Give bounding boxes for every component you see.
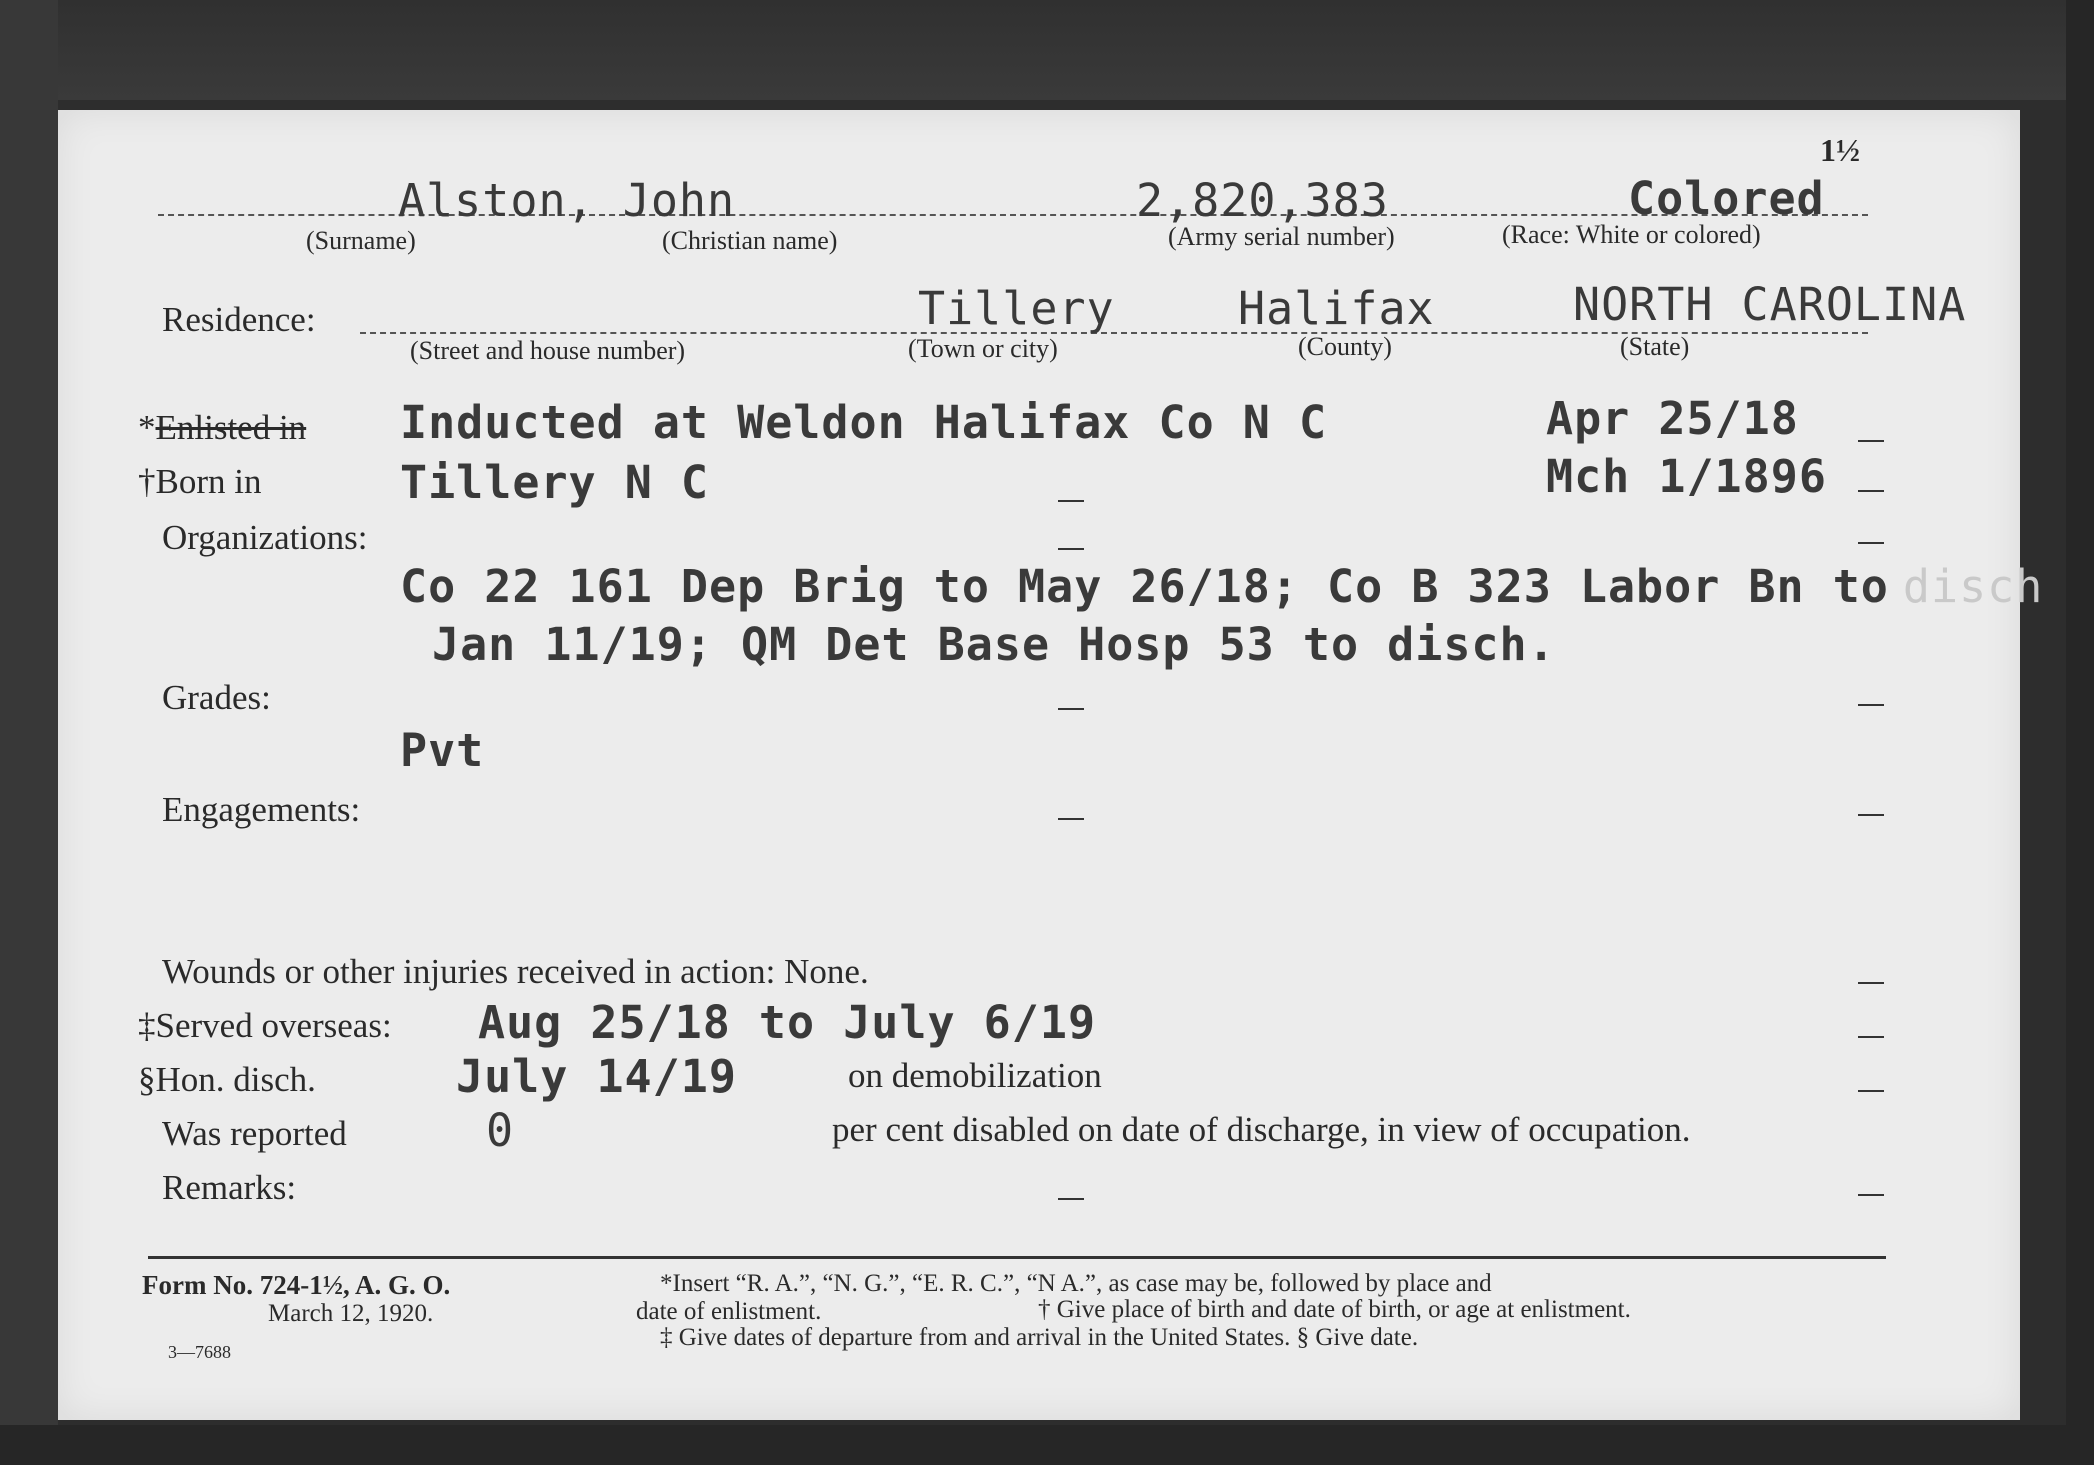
footnote-1: *Insert “R. A.”, “N. G.”, “E. R. C.”, “N A.”, as case may be, followed by place and	[660, 1270, 1492, 1297]
surname-caption: (Surname)	[306, 226, 416, 255]
reported-text: per cent disabled on date of discharge, in view of occupation.	[832, 1110, 1691, 1149]
born-label	[138, 462, 261, 502]
organizations-end-dash	[1858, 542, 1884, 544]
state-caption: (State)	[1620, 332, 1690, 361]
overseas-end-dash	[1858, 1036, 1884, 1038]
enlisted-date: Apr 25/18	[1546, 392, 1799, 445]
hon-disch-reason: on demobilization	[848, 1056, 1102, 1095]
overseas-label-text: Served overseas:	[155, 1006, 392, 1045]
service-record-card	[58, 110, 2044, 1420]
residence-county: Halifax	[1238, 282, 1435, 335]
organizations-line-1-text: Co 22 161 Dep Brig to May 26/18; Co B 323 Labor Bn to	[400, 560, 1889, 613]
born-marker: †	[138, 462, 156, 501]
scan-background-left	[0, 0, 58, 1465]
footer-rule	[148, 1256, 1886, 1259]
footnote-2a: date of enlistment.	[636, 1298, 822, 1325]
print-code: 3—7688	[168, 1342, 231, 1362]
street-caption: (Street and house number)	[410, 336, 686, 365]
reported-value: 0	[486, 1104, 515, 1157]
scan-background-right	[2066, 0, 2094, 1465]
organizations-line-2: Jan 11/19; QM Det Base Hosp 53 to disch.	[432, 618, 1556, 671]
overseas-marker: ‡	[138, 1006, 156, 1045]
residence-town: Tillery	[918, 282, 1115, 335]
footnote-3: ‡ Give dates of departure from and arrival in the United States. § Give date.	[660, 1324, 1419, 1351]
engagements-mid-dash	[1058, 818, 1084, 820]
hon-disch-marker: §	[138, 1060, 156, 1099]
remarks-end-dash	[1858, 1194, 1884, 1196]
overseas-label	[138, 1006, 392, 1046]
grades-mid-dash	[1058, 708, 1084, 710]
wounds-value: None.	[784, 952, 869, 991]
engagements-label: Engagements:	[162, 790, 361, 829]
residence-label: Residence:	[162, 300, 316, 339]
organizations-line-1	[400, 560, 2043, 613]
born-end-dash	[1858, 490, 1884, 492]
engagements-end-dash	[1858, 814, 1884, 816]
christian-name-caption: (Christian name)	[662, 226, 838, 255]
enlisted-label-text: Enlisted in	[155, 408, 307, 447]
organizations-line-1-faint: disch	[1902, 560, 2044, 613]
wounds-row	[162, 952, 869, 992]
footnote-2b: † Give place of birth and date of birth, or age at enlistment.	[1038, 1296, 1631, 1323]
serial-value: 2,820,383	[1136, 174, 1389, 227]
residence-state: NORTH CAROLINA	[1573, 278, 1967, 331]
page-number: 1½	[1820, 132, 1860, 168]
wounds-end-dash	[1858, 982, 1884, 984]
hon-disch-label-text: Hon. disch.	[155, 1060, 316, 1099]
remarks-label: Remarks:	[162, 1168, 297, 1207]
enlisted-marker: *	[138, 408, 156, 447]
scan-background-top	[0, 0, 2094, 100]
county-caption: (County)	[1298, 332, 1392, 361]
serial-caption: (Army serial number)	[1168, 222, 1395, 251]
race-value: Colored	[1628, 172, 1825, 225]
scan-background-bottom	[0, 1425, 2094, 1465]
name-value: Alston, John	[398, 174, 736, 227]
remarks-mid-dash	[1058, 1198, 1084, 1200]
born-mid-dash	[1058, 500, 1084, 502]
reported-label: Was reported	[162, 1114, 347, 1153]
organizations-mid-dash	[1058, 548, 1084, 550]
overseas-value: Aug 25/18 to July 6/19	[478, 996, 1097, 1049]
town-caption: (Town or city)	[908, 334, 1058, 363]
born-date: Mch 1/1896	[1546, 450, 1827, 503]
enlisted-end-dash	[1858, 440, 1884, 442]
race-caption: (Race: White or colored)	[1502, 220, 1761, 249]
born-label-text: Born in	[155, 462, 262, 501]
hon-disch-date: July 14/19	[456, 1050, 737, 1103]
wounds-label: Wounds or other injuries received in action:	[162, 952, 776, 991]
organizations-label: Organizations:	[162, 518, 368, 557]
form-number: Form No. 724-1½, A. G. O.	[142, 1270, 451, 1300]
grades-value: Pvt	[400, 724, 485, 777]
hon-disch-end-dash	[1858, 1090, 1884, 1092]
hon-disch-label	[138, 1060, 316, 1100]
born-place: Tillery N C	[400, 456, 710, 509]
enlisted-label	[138, 408, 306, 448]
grades-end-dash	[1858, 704, 1884, 706]
enlisted-value: Inducted at Weldon Halifax Co N C	[400, 396, 1328, 449]
grades-label: Grades:	[162, 678, 271, 717]
form-date: March 12, 1920.	[268, 1300, 434, 1327]
